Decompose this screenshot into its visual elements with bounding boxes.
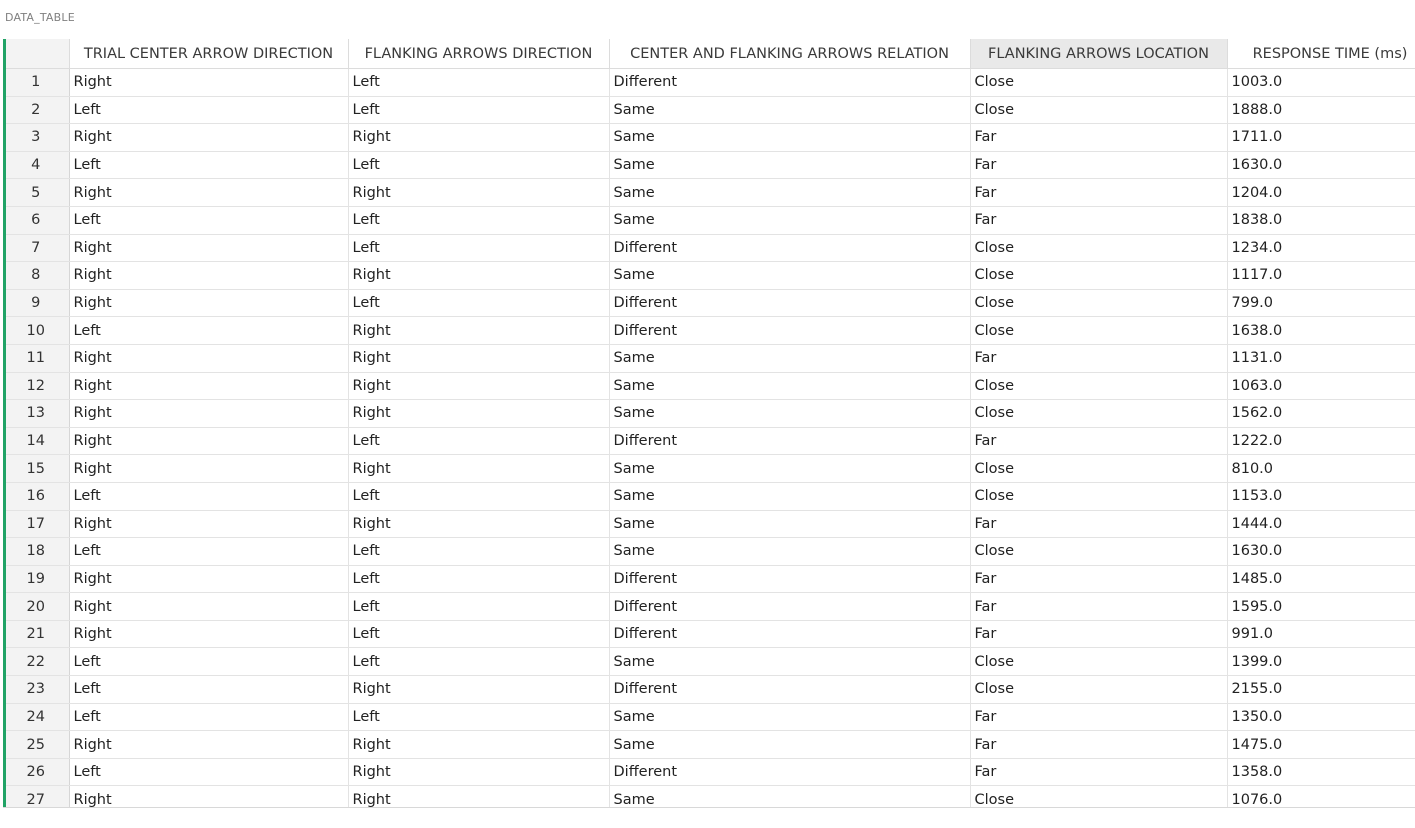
cell-flanking-arrows-direction[interactable]: Right [348,510,609,538]
cell-center-and-flanking-arrows-relation[interactable]: Same [609,648,970,676]
cell-flanking-arrows-location[interactable]: Close [970,96,1227,124]
table-row[interactable] [3,620,1415,648]
cell-flanking-arrows-location[interactable]: Far [970,179,1227,207]
cell-trial-center-arrow-direction[interactable]: Right [69,289,348,317]
cell-response-time[interactable]: 991.0 [1227,620,1415,648]
cell-response-time[interactable]: 1117.0 [1227,262,1415,290]
panel-title: DATA_TABLE [5,11,75,24]
cell-response-time[interactable]: 1888.0 [1227,96,1415,124]
cell-trial-center-arrow-direction[interactable]: Left [69,151,348,179]
cell-flanking-arrows-location[interactable]: Close [970,455,1227,483]
cell-center-and-flanking-arrows-relation[interactable]: Same [609,206,970,234]
data-table [3,39,1415,808]
cell-response-time[interactable]: 799.0 [1227,289,1415,317]
row-index: 19 [3,565,69,593]
table-row[interactable] [3,289,1415,317]
cell-flanking-arrows-direction[interactable]: Left [348,234,609,262]
cell-flanking-arrows-location[interactable]: Far [970,206,1227,234]
cell-center-and-flanking-arrows-relation[interactable]: Same [609,151,970,179]
row-index: 27 [3,786,69,808]
table-row[interactable] [3,234,1415,262]
cell-trial-center-arrow-direction[interactable]: Right [69,179,348,207]
cell-trial-center-arrow-direction[interactable]: Left [69,538,348,566]
row-index: 20 [3,593,69,621]
table-row[interactable] [3,69,1415,97]
cell-center-and-flanking-arrows-relation[interactable]: Different [609,593,970,621]
cell-flanking-arrows-direction[interactable]: Right [348,400,609,428]
column-header-response-time[interactable]: RESPONSE TIME (ms) [1227,39,1415,69]
row-index: 15 [3,455,69,483]
cell-response-time[interactable]: 1562.0 [1227,400,1415,428]
cell-flanking-arrows-direction[interactable]: Left [348,289,609,317]
table-row[interactable] [3,703,1415,731]
row-index: 25 [3,731,69,759]
row-index: 3 [3,124,69,152]
cell-response-time[interactable]: 1444.0 [1227,510,1415,538]
cell-flanking-arrows-location[interactable]: Close [970,69,1227,97]
row-index: 10 [3,317,69,345]
cell-trial-center-arrow-direction[interactable]: Right [69,731,348,759]
cell-flanking-arrows-direction[interactable]: Left [348,427,609,455]
cell-response-time[interactable]: 1234.0 [1227,234,1415,262]
cell-flanking-arrows-location[interactable]: Far [970,593,1227,621]
cell-flanking-arrows-direction[interactable]: Right [348,758,609,786]
cell-response-time[interactable]: 1475.0 [1227,731,1415,759]
data-grid[interactable] [3,39,1415,808]
table-row[interactable] [3,372,1415,400]
row-index: 5 [3,179,69,207]
table-row[interactable] [3,648,1415,676]
cell-center-and-flanking-arrows-relation[interactable]: Different [609,289,970,317]
header-row [3,39,1415,69]
cell-center-and-flanking-arrows-relation[interactable]: Same [609,731,970,759]
cell-flanking-arrows-location[interactable]: Close [970,482,1227,510]
cell-flanking-arrows-direction[interactable]: Left [348,482,609,510]
cell-center-and-flanking-arrows-relation[interactable]: Same [609,179,970,207]
row-index: 22 [3,648,69,676]
row-index: 8 [3,262,69,290]
cell-flanking-arrows-location[interactable]: Far [970,151,1227,179]
cell-flanking-arrows-location[interactable]: Far [970,124,1227,152]
cell-center-and-flanking-arrows-relation[interactable]: Same [609,262,970,290]
cell-flanking-arrows-location[interactable]: Close [970,372,1227,400]
row-index: 23 [3,676,69,704]
row-index: 1 [3,69,69,97]
cell-center-and-flanking-arrows-relation[interactable]: Same [609,786,970,808]
cell-trial-center-arrow-direction[interactable]: Right [69,455,348,483]
table-row[interactable] [3,151,1415,179]
row-index: 16 [3,482,69,510]
table-row[interactable] [3,179,1415,207]
cell-response-time[interactable]: 1222.0 [1227,427,1415,455]
table-row[interactable] [3,96,1415,124]
table-row[interactable] [3,538,1415,566]
cell-flanking-arrows-location[interactable]: Close [970,234,1227,262]
cell-flanking-arrows-direction[interactable]: Right [348,731,609,759]
table-row[interactable] [3,676,1415,704]
cell-center-and-flanking-arrows-relation[interactable]: Different [609,69,970,97]
cell-trial-center-arrow-direction[interactable]: Right [69,124,348,152]
cell-response-time[interactable]: 1838.0 [1227,206,1415,234]
cell-response-time[interactable]: 1595.0 [1227,593,1415,621]
cell-flanking-arrows-direction[interactable]: Right [348,786,609,808]
row-index: 18 [3,538,69,566]
cell-flanking-arrows-location[interactable]: Close [970,289,1227,317]
row-index: 24 [3,703,69,731]
table-row[interactable] [3,510,1415,538]
cell-flanking-arrows-direction[interactable]: Left [348,593,609,621]
cell-response-time[interactable]: 2155.0 [1227,676,1415,704]
cell-response-time[interactable]: 1131.0 [1227,344,1415,372]
table-row[interactable] [3,786,1415,808]
table-row[interactable] [3,455,1415,483]
row-index: 2 [3,96,69,124]
cell-center-and-flanking-arrows-relation[interactable]: Same [609,455,970,483]
cell-flanking-arrows-location[interactable]: Close [970,262,1227,290]
cell-flanking-arrows-direction[interactable]: Left [348,96,609,124]
row-index: 11 [3,344,69,372]
row-index-header [3,39,69,69]
cell-center-and-flanking-arrows-relation[interactable]: Same [609,400,970,428]
table-row[interactable] [3,206,1415,234]
cell-flanking-arrows-location[interactable]: Close [970,538,1227,566]
cell-trial-center-arrow-direction[interactable]: Right [69,69,348,97]
cell-flanking-arrows-direction[interactable]: Left [348,151,609,179]
cell-flanking-arrows-direction[interactable]: Right [348,124,609,152]
cell-flanking-arrows-direction[interactable]: Right [348,455,609,483]
cell-center-and-flanking-arrows-relation[interactable]: Same [609,482,970,510]
cell-flanking-arrows-location[interactable]: Far [970,565,1227,593]
cell-center-and-flanking-arrows-relation[interactable]: Same [609,510,970,538]
table-row[interactable] [3,400,1415,428]
cell-response-time[interactable]: 1204.0 [1227,179,1415,207]
table-row[interactable] [3,427,1415,455]
cell-flanking-arrows-direction[interactable]: Left [348,648,609,676]
cell-center-and-flanking-arrows-relation[interactable]: Same [609,96,970,124]
active-table-indicator [3,39,6,807]
table-row[interactable] [3,565,1415,593]
cell-center-and-flanking-arrows-relation[interactable]: Different [609,234,970,262]
cell-trial-center-arrow-direction[interactable]: Left [69,206,348,234]
cell-flanking-arrows-location[interactable]: Far [970,620,1227,648]
cell-flanking-arrows-location[interactable]: Far [970,758,1227,786]
cell-center-and-flanking-arrows-relation[interactable]: Same [609,124,970,152]
cell-center-and-flanking-arrows-relation[interactable]: Same [609,538,970,566]
cell-flanking-arrows-location[interactable]: Close [970,786,1227,808]
row-index: 14 [3,427,69,455]
cell-response-time[interactable]: 810.0 [1227,455,1415,483]
cell-trial-center-arrow-direction[interactable]: Left [69,758,348,786]
cell-flanking-arrows-direction[interactable]: Right [348,262,609,290]
row-index: 9 [3,289,69,317]
cell-trial-center-arrow-direction[interactable]: Right [69,400,348,428]
cell-flanking-arrows-location[interactable]: Far [970,344,1227,372]
cell-center-and-flanking-arrows-relation[interactable]: Different [609,676,970,704]
cell-trial-center-arrow-direction[interactable]: Left [69,703,348,731]
cell-flanking-arrows-location[interactable]: Close [970,317,1227,345]
cell-flanking-arrows-direction[interactable]: Right [348,179,609,207]
cell-flanking-arrows-location[interactable]: Far [970,731,1227,759]
cell-flanking-arrows-direction[interactable]: Left [348,620,609,648]
cell-flanking-arrows-location[interactable]: Far [970,510,1227,538]
cell-response-time[interactable]: 1638.0 [1227,317,1415,345]
column-header-flanking-arrows-location[interactable]: FLANKING ARROWS LOCATION [970,39,1227,69]
cell-flanking-arrows-location[interactable]: Far [970,703,1227,731]
cell-flanking-arrows-direction[interactable]: Left [348,206,609,234]
cell-center-and-flanking-arrows-relation[interactable]: Same [609,344,970,372]
cell-flanking-arrows-direction[interactable]: Right [348,372,609,400]
cell-flanking-arrows-location[interactable]: Close [970,676,1227,704]
cell-center-and-flanking-arrows-relation[interactable]: Different [609,427,970,455]
cell-response-time[interactable]: 1630.0 [1227,538,1415,566]
cell-trial-center-arrow-direction[interactable]: Left [69,317,348,345]
cell-center-and-flanking-arrows-relation[interactable]: Different [609,565,970,593]
cell-flanking-arrows-direction[interactable]: Right [348,676,609,704]
row-index: 6 [3,206,69,234]
table-row[interactable] [3,731,1415,759]
table-row[interactable] [3,124,1415,152]
cell-response-time[interactable]: 1063.0 [1227,372,1415,400]
cell-response-time[interactable]: 1399.0 [1227,648,1415,676]
cell-flanking-arrows-direction[interactable]: Left [348,565,609,593]
cell-flanking-arrows-direction[interactable]: Left [348,538,609,566]
row-index: 26 [3,758,69,786]
row-index: 4 [3,151,69,179]
table-row[interactable] [3,758,1415,786]
cell-flanking-arrows-location[interactable]: Close [970,400,1227,428]
column-header-trial-center-arrow-direction[interactable]: TRIAL CENTER ARROW DIRECTION [69,39,348,69]
cell-trial-center-arrow-direction[interactable]: Right [69,786,348,808]
cell-center-and-flanking-arrows-relation[interactable]: Same [609,703,970,731]
cell-flanking-arrows-direction[interactable]: Left [348,703,609,731]
cell-response-time[interactable]: 1153.0 [1227,482,1415,510]
cell-response-time[interactable]: 1630.0 [1227,151,1415,179]
cell-center-and-flanking-arrows-relation[interactable]: Different [609,758,970,786]
cell-trial-center-arrow-direction[interactable]: Right [69,372,348,400]
cell-response-time[interactable]: 1358.0 [1227,758,1415,786]
row-index: 17 [3,510,69,538]
cell-trial-center-arrow-direction[interactable]: Right [69,344,348,372]
cell-flanking-arrows-location[interactable]: Far [970,427,1227,455]
column-header-center-and-flanking-arrows-relation[interactable]: CENTER AND FLANKING ARROWS RELATION [609,39,970,69]
cell-trial-center-arrow-direction[interactable]: Right [69,427,348,455]
table-row[interactable] [3,344,1415,372]
cell-trial-center-arrow-direction[interactable]: Right [69,510,348,538]
cell-flanking-arrows-direction[interactable]: Left [348,69,609,97]
row-index: 13 [3,400,69,428]
cell-trial-center-arrow-direction[interactable]: Right [69,234,348,262]
cell-response-time[interactable]: 1350.0 [1227,703,1415,731]
cell-center-and-flanking-arrows-relation[interactable]: Different [609,317,970,345]
cell-trial-center-arrow-direction[interactable]: Right [69,593,348,621]
cell-trial-center-arrow-direction[interactable]: Left [69,676,348,704]
cell-flanking-arrows-location[interactable]: Close [970,648,1227,676]
table-row[interactable] [3,593,1415,621]
cell-flanking-arrows-direction[interactable]: Right [348,317,609,345]
cell-response-time[interactable]: 1003.0 [1227,69,1415,97]
cell-flanking-arrows-direction[interactable]: Right [348,344,609,372]
table-row[interactable] [3,482,1415,510]
cell-response-time[interactable]: 1711.0 [1227,124,1415,152]
row-index: 12 [3,372,69,400]
row-index: 21 [3,620,69,648]
cell-center-and-flanking-arrows-relation[interactable]: Same [609,372,970,400]
cell-trial-center-arrow-direction[interactable]: Left [69,96,348,124]
cell-trial-center-arrow-direction[interactable]: Right [69,565,348,593]
row-index: 7 [3,234,69,262]
cell-trial-center-arrow-direction[interactable]: Left [69,648,348,676]
cell-trial-center-arrow-direction[interactable]: Right [69,620,348,648]
cell-trial-center-arrow-direction[interactable]: Right [69,262,348,290]
column-header-flanking-arrows-direction[interactable]: FLANKING ARROWS DIRECTION [348,39,609,69]
table-row[interactable] [3,317,1415,345]
table-row[interactable] [3,262,1415,290]
cell-response-time[interactable]: 1485.0 [1227,565,1415,593]
cell-response-time[interactable]: 1076.0 [1227,786,1415,808]
cell-trial-center-arrow-direction[interactable]: Left [69,482,348,510]
cell-center-and-flanking-arrows-relation[interactable]: Different [609,620,970,648]
